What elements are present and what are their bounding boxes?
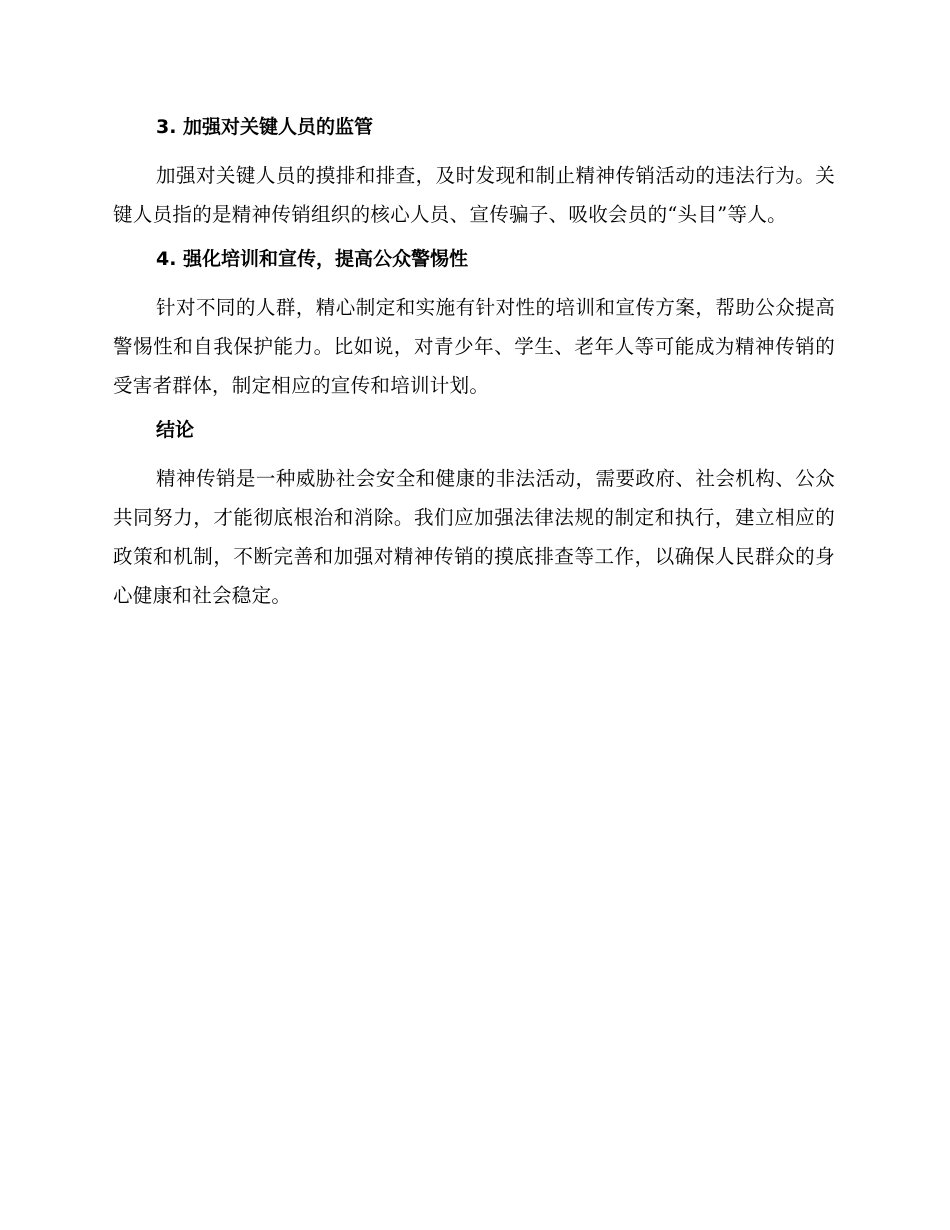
section-paragraph: 加强对关键人员的摸排和排查，及时发现和制止精神传销活动的违法行为。关键人员指的是精神传销组织的核心人员、宣传骗子、吸收会员的“头目”等人。 [113, 164, 835, 226]
section-heading: 结论 [156, 419, 195, 441]
section-training-publicity [113, 242, 835, 405]
section-heading: 3. 加强对关键人员的监管 [156, 116, 374, 138]
section-key-personnel [113, 110, 835, 234]
document-page [113, 110, 835, 623]
section-conclusion [113, 413, 835, 615]
section-paragraph: 精神传销是一种威胁社会安全和健康的非法活动，需要政府、社会机构、公众共同努力，才能彻底根治和消除。我们应加强法律法规的制定和执行，建立相应的政策和机制，不断完善和加强对精神传销的摸底排查等工作，以确保人民群众的身心健康和社会稳定。 [113, 467, 835, 607]
section-paragraph: 针对不同的人群，精心制定和实施有针对性的培训和宣传方案，帮助公众提高警惕性和自我保护能力。比如说，对青少年、学生、老年人等可能成为精神传销的受害者群体，制定相应的宣传和培训计划。 [113, 296, 835, 397]
section-heading: 4. 强化培训和宣传，提高公众警惕性 [156, 248, 469, 270]
